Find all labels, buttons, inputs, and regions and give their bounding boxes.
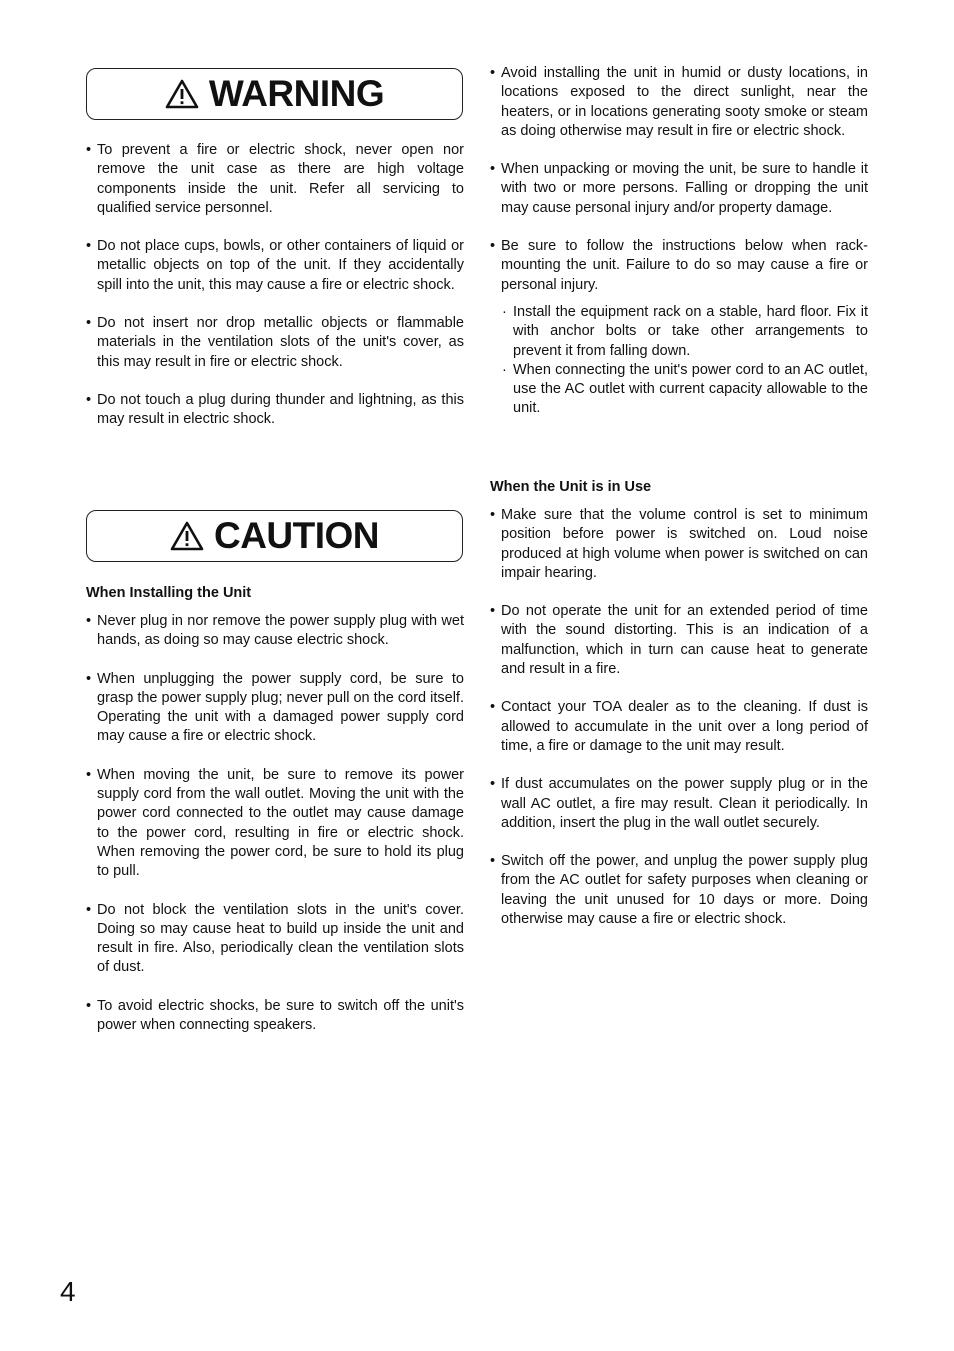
list-item: • Do not touch a plug during thunder and lightning, as this may result in electric shock.	[86, 391, 464, 430]
list-item: • If dust accumulates on the power supply plug or in the wall AC outlet, a fire may result. Clean it periodically. In addition, insert the plug in the wall outlet securely.	[490, 775, 868, 833]
list-item: • Do not operate the unit for an extended period of time with the sound distorting. This is an indication of a malfunction, which in turn can cause heat to generate and result in a fire.	[490, 602, 868, 679]
list-item: • When unplugging the power supply cord, be sure to grasp the power supply plug; never pull on the cord itself. Operating the unit with a damaged power supply cord may cause a fire or electric shock.	[86, 670, 464, 747]
sub-list-item: · Install the equipment rack on a stable, hard floor. Fix it with anchor bolts or take other arrangements to prevent it from falling down.	[501, 303, 868, 361]
list-item: • To prevent a fire or electric shock, never open nor remove the unit case as there are high voltage components inside the unit. Refer all servicing to qualified service personnel.	[86, 141, 464, 218]
page-number: 4	[60, 1276, 76, 1307]
warning-list-right	[490, 64, 868, 438]
list-item: • Contact your TOA dealer as to the cleaning. If dust is allowed to accumulate in the unit over a long period of time, a fire or damage to the unit may result.	[490, 698, 868, 756]
list-item	[490, 237, 868, 419]
list-item: • Do not insert nor drop metallic objects or flammable materials in the ventilation slots of the unit's cover, as this may result in fire or electric shock.	[86, 314, 464, 372]
rack-mount-sublist	[501, 303, 868, 419]
warning-triangle-icon	[165, 79, 199, 109]
installing-list	[86, 612, 464, 1054]
warning-triangle-icon	[170, 521, 204, 551]
warning-banner	[86, 68, 463, 120]
list-item: • Avoid installing the unit in humid or dusty locations, in locations exposed to the direct sunlight, near the heaters, or in locations generating sooty smoke or steam as doing otherwise may result in fire or electric shock.	[490, 64, 868, 141]
in-use-heading: When the Unit is in Use	[490, 479, 652, 495]
list-item: • Never plug in nor remove the power supply plug with wet hands, as doing so may cause electric shock.	[86, 612, 464, 651]
list-item: • When moving the unit, be sure to remove its power supply cord from the wall outlet. Moving the unit with the power cord connected to the outlet may cause damage to the power cord, resulting in fire or electric shock. When removing the power cord, be sure to hold its plug to pull.	[86, 766, 464, 882]
warning-title: WARNING	[208, 73, 385, 114]
in-use-list	[490, 506, 868, 948]
installing-heading: When Installing the Unit	[86, 585, 252, 601]
caution-banner	[86, 510, 463, 562]
list-item: • Do not place cups, bowls, or other containers of liquid or metallic objects on top of the unit. If they accidentally spill into the unit, this may cause a fire or electric shock.	[86, 237, 464, 295]
warning-list-left	[86, 141, 464, 449]
list-item: • Switch off the power, and unplug the power supply plug from the AC outlet for safety purposes when cleaning or leaving the unit unused for 10 days or more. Doing otherwise may cause a fire or electric shock.	[490, 852, 868, 929]
caution-title: CAUTION	[213, 515, 380, 556]
list-item: • Make sure that the volume control is set to minimum position before power is switched on. Loud noise produced at high volume when power is switched on can impair hearing.	[490, 506, 868, 583]
list-item: • Do not block the ventilation slots in the unit's cover. Doing so may cause heat to build up inside the unit and result in fire. Also, periodically clean the ventilation slots of dust.	[86, 901, 464, 978]
list-item: • When unpacking or moving the unit, be sure to handle it with two or more persons. Falling or dropping the unit may cause personal injury and/or property damage.	[490, 160, 868, 218]
sub-list-item: · When connecting the unit's power cord to an AC outlet, use the AC outlet with current capacity allowable to the unit.	[501, 361, 868, 419]
list-item: • To avoid electric shocks, be sure to switch off the unit's power when connecting speakers.	[86, 997, 464, 1036]
rack-mount-text: Be sure to follow the instructions below when rack-mounting the unit. Failure to do so may cause a fire or personal injury.	[501, 238, 868, 293]
